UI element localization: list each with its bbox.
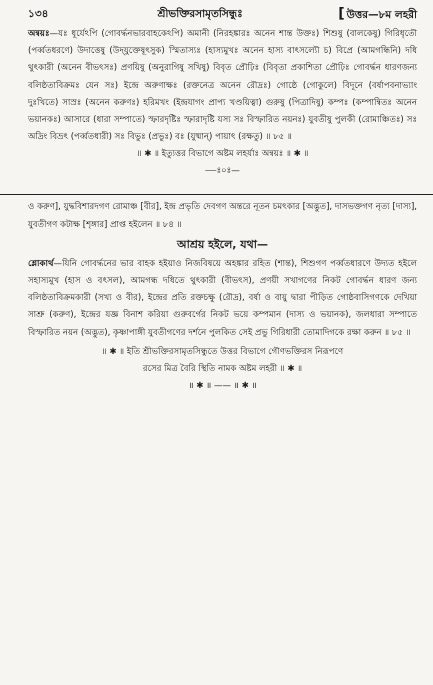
shlokartha-label: শ্লোকার্থ	[28, 258, 54, 269]
colophon-line-2: রসের মিত্র বৈরি স্থিতি নামক অষ্টম লহরী ॥ ✱ ॥	[142, 363, 303, 374]
anvaya-text: —যঃ ধূর্যেঽপি (গোবর্দ্ধনভারবাহকেঽপি) অমানী (নিরহঙ্কারঃ অনেন শান্ত উক্তঃ) শিশুষু (বালকেষু) গিরিধৃতৌ (পর্ব্বতধরণে) উদাত্তেষু (উদ্‌যুক্তেষূৎসুক) স্মিতাস্যঃ (হাস্যমুখঃ অনেন হাস্য বাৎসল্যৌ চ) বিপ্রে (আমগন্ধিনি) দধি থুৎকারী (অনেন বীভৎসঃ) প্রণয়িষু (অনুরাগিষু সখিষু) বিবৃত প্রৌঢ়িঃ (বিবৃতা প্রকাশিতা প্রৌঢ়িঃ গোবর্দ্ধন ধারণজন্য বলিষ্ঠতাবিক্রমঃ যেন সঃ) ইন্দ্রে অরুণাক্ষঃ (রক্তনেত্র অনেন রৌদ্রঃ) গোষ্ঠে (গোকুলে) বিদূনে (বর্ষাপবনাভ্যাং দুঃখিতে) সাস্রঃ (অনেন করুণঃ) হরিমখং (ইন্দ্রযাগং প্রাপ্য খণ্ডয়িত্বা) গুরুষু (পিত্রাদিষু) কম্পঃ (কম্পান্বিতঃ অনেন ভয়ানকঃ) আসারে (ধারা সম্পাতে) স্ফারদৃষ্টিঃ স্ফারাদৃষ্টি যস্য সঃ বিস্ফারিত নয়নঃ) যুবতীষু পুলকী (রোমাঞ্চিতঃ) সঃ অদ্রিং বিভ্রৎ (পর্ব্বতধারী) সঃ বিভুঃ (প্রভুঃ) বঃ (যুষ্মান্) পায়াৎ (রক্ষতু) ॥ ৮৫ ॥	[28, 29, 417, 143]
anvaya-label: অন্বয়ঃ	[28, 29, 50, 39]
shlokartha-paragraph	[28, 256, 417, 342]
continuation-paragraph: ও করুণ], যুদ্ধবিশারদগণ রোমাঞ্চ [বীর], ইন্দ্র প্রভৃতি দেবগণ অন্তরে নূতন চমৎকার [অদ্ভুত], দাসভক্তগণ নৃত্য [দাস্য], যুবতীগণ কটাক্ষ [শৃঙ্গার] প্রাপ্ত হইলেন ॥ ৮৪ ॥	[28, 202, 417, 230]
section-ornament: —ঃ০ঃ—	[205, 166, 240, 177]
colophon-line-1: ॥ ✱ ॥ ইতি শ্রীভক্তিরসামৃতসিন্ধুতে উত্তর বিভাগে গৌণভক্তিরস নিরূপণে	[101, 346, 344, 357]
anvaya-end-line: ॥ ✱ ॥ ইত্যুত্তর বিভাগে অষ্টম লহর্যাঃ অন্বয়ঃ ॥ ✱ ॥	[136, 149, 309, 160]
running-title: শ্রীভক্তিরসামৃতসিন্ধুঃ	[157, 7, 243, 20]
shlokartha-text: —যিনি গোবর্দ্ধনের ভার বাহক হইয়াও নিজবিষয়ে অহঙ্কার রহিত (শান্ত), শিশুগণ পর্ব্বতধারণে উদ্যত হইলে সহাস্যমুখ (হাস ও বৎসল), আমগন্ধ দধিতে থুৎকারী (বীভৎস), প্রণয়ী সখাগণের নিকট গোবর্দ্ধন ধারণ জন্য বলিষ্ঠতাবিক্রমকারী (সখ্য ও বীর), ইন্দ্রের প্রতি রক্তচক্ষু (রৌদ্র), বর্ষা ও বায়ু দ্বারা পীড়িত গোষ্ঠবাসিগণকে দেখিয়া সাশ্রু (করুণ), ইন্দ্রের যজ্ঞ বিনাশ করিয়া গুরুবর্গের নিকট ভয়ে কম্পমান (দাস্য ও ভয়ানক), জলধারা সম্পাতে বিস্ফারিত নয়ন (অদ্ভুত), কৃষ্ণাপাঙ্গী যুবতীগণের দর্শনে পুলকিত সেই প্রভু গিরিধারী তোমাদিগকে রক্ষা করুন ॥ ৮৫ ॥	[28, 258, 417, 338]
final-ornament: ॥ ✱ ॥ —— ॥ ✱ ॥	[188, 380, 257, 391]
page-number: ১৩৪	[28, 7, 49, 20]
page-header	[28, 6, 417, 24]
anvaya-paragraph	[28, 26, 417, 146]
section-divider	[0, 194, 433, 195]
section-heading: আশ্রয় হইলে, যথা—	[177, 237, 268, 251]
section-label: [ উত্তর—৮ম লহরী	[338, 5, 417, 22]
